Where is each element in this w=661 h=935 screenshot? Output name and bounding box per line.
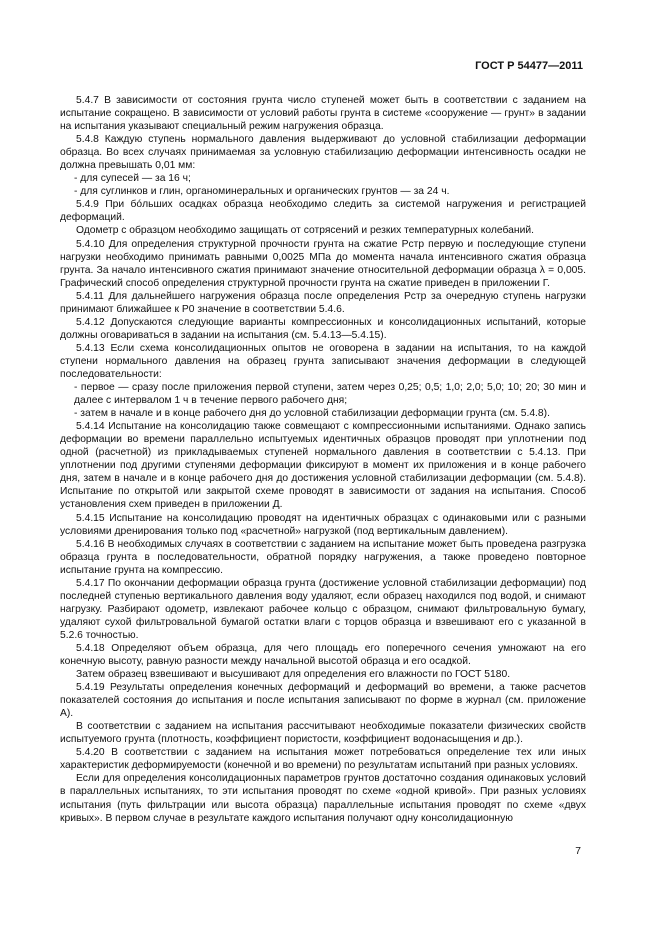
paragraph-5-4-8: 5.4.8 Каждую ступень нормального давления выдерживают до условной стабилизации деформации образца. Во всех случаях принимаемая за условную стабилизацию деформации интенсивность осадки не должна превышать 0,01 мм:	[60, 134, 586, 172]
list-item: - для суглинков и глин, органоминеральных и органических грунтов — за 24 ч.	[74, 186, 450, 198]
paragraph-5-4-9: 5.4.9 При бóльших осадках образца необходимо следить за системой нагружения и регистрацией деформаций.	[60, 199, 586, 224]
paragraph: Затем образец взвешивают и высушивают для определения его влажности по ГОСТ 5180.	[76, 669, 511, 681]
list-item: - затем в начале и в конце рабочего дня до условной стабилизации деформации грунта (см. 5.4.8).	[74, 408, 550, 420]
list-item: - для супесей — за 16 ч;	[74, 173, 191, 185]
paragraph-5-4-12: 5.4.12 Допускаются следующие варианты компрессионных и консолидационных испытаний, которые должны оговариваться в задании на испытания (см. 5.4.13—5.4.15).	[60, 316, 586, 341]
paragraph-5-4-17: 5.4.17 По окончании деформации образца грунта (достижение условной стабилизации деформации) под последней ступенью вертикального давления воду удаляют, если образец находился под водой, и снимают нагрузку. Разбирают одометр, извлекают рабочее кольцо с образцом, снимают фильтровальную бумагу, удаляют сухой фильтровальной бумагой остатки влаги с торцов образца и взвешивают его с указанной в 5.2.6 точностью.	[60, 577, 586, 641]
paragraph-5-4-10: 5.4.10 Для определения структурной прочности грунта на сжатие Pстр первую и последующие ступени нагрузки необходимо принимать равными 0,0025 МПа до момента начала интенсивного сжатия образца грунта. За начало интенсивного сжатия принимают значение относительной деформации образца λ = 0,005. Графический способ определения структурной прочности грунта на сжатие приведен в приложении Г.	[60, 238, 586, 289]
paragraph-5-4-19: 5.4.19 Результаты определения конечных деформаций и деформаций во времени, а также расчетов показателей состояния до испытания и после испытания записывают по форме в журнал (см. приложение А).	[60, 682, 586, 720]
paragraph-5-4-16: 5.4.16 В необходимых случаях в соответствии с заданием на испытание может быть проведена разгрузка образца грунта в последовательности, обратной порядку нагружения, а также проведено повторное испытание грунта на компрессию.	[60, 538, 586, 576]
paragraph: Если для определения консолидационных параметров грунтов достаточно создания одинаковых условий в параллельных испытаниях, то эти испытания проводят по схеме «одной кривой». При разных условиях испытания (путь фильтрации или высота образца) параллельные испытания проводят по схеме «двух кривых». В первом случае в результате каждого испытания получают одну консолидационную	[60, 773, 586, 824]
paragraph: В соответствии с заданием на испытания рассчитывают необходимые показатели физических свойств испытуемого грунта (плотность, коэффициент пористости, коэффициент водонасыщения и др.).	[60, 721, 586, 746]
paragraph-5-4-13: 5.4.13 Если схема консолидационных опытов не оговорена в задании на испытания, то на каждой ступени нормального давления на образец грунта записывают значения деформации в следующей последовательности:	[60, 342, 586, 380]
paragraph-5-4-11: 5.4.11 Для дальнейшего нагружения образца после определения Pстр за очередную ступень нагрузки принимают ближайшее к P0 значение в соответствии 5.4.6.	[60, 290, 586, 315]
document-body	[60, 94, 586, 825]
paragraph-5-4-7: 5.4.7 В зависимости от состояния грунта число ступеней может быть в соответствии с заданием на испытание сокращено. В зависимости от условий работы грунта в системе «сооружение — грунт» в задании на испытания указывают специальный режим нагружения образца.	[60, 95, 586, 133]
paragraph-5-4-18: 5.4.18 Определяют объем образца, для чего площадь его поперечного сечения умножают на его конечную высоту, равную разности между начальной высотой образца и его осадкой.	[60, 642, 586, 668]
standard-header: ГОСТ Р 54477—2011	[475, 60, 583, 72]
page-number: 7	[575, 846, 581, 857]
paragraph: Одометр с образцом необходимо защищать от сотрясений и резких температурных колебаний.	[76, 225, 534, 237]
paragraph-5-4-14: 5.4.14 Испытание на консолидацию также совмещают с компрессионными испытаниями. Однако запись деформации во времени параллельно испытуемых идентичных образцов проводят при уплотнении под одной (расчетной) из прикладываемых ступеней нормального давления в соответствии с 5.4.13. При уплотнении под другими ступенями деформации фиксируют в момент их приложения и в конце рабочего дня, затем в начале и в конце рабочего дня до достижения условной стабилизации деформации (см. 5.4.8). Испытание по открытой или закрытой схеме проводят в зависимости от задания на испытания. Способ установления схем приведен в приложении Д.	[60, 421, 586, 511]
paragraph-5-4-15: 5.4.15 Испытание на консолидацию проводят на идентичных образцах с одинаковыми или с разными условиями дренирования только под «расчетной» нагрузкой (под вертикальным давлением).	[60, 512, 586, 537]
paragraph-5-4-20: 5.4.20 В соответствии с заданием на испытания может потребоваться определение тех или иных характеристик деформируемости (конечной и во времени) по результатам испытаний при разных условиях.	[60, 747, 586, 772]
list-item: - первое — сразу после приложения первой ступени, затем через 0,25; 0,5; 1,0; 2,0; 5,0; 10; 20; 30 мин и далее с интервалом 1 ч в течение первого рабочего дня;	[74, 382, 586, 407]
